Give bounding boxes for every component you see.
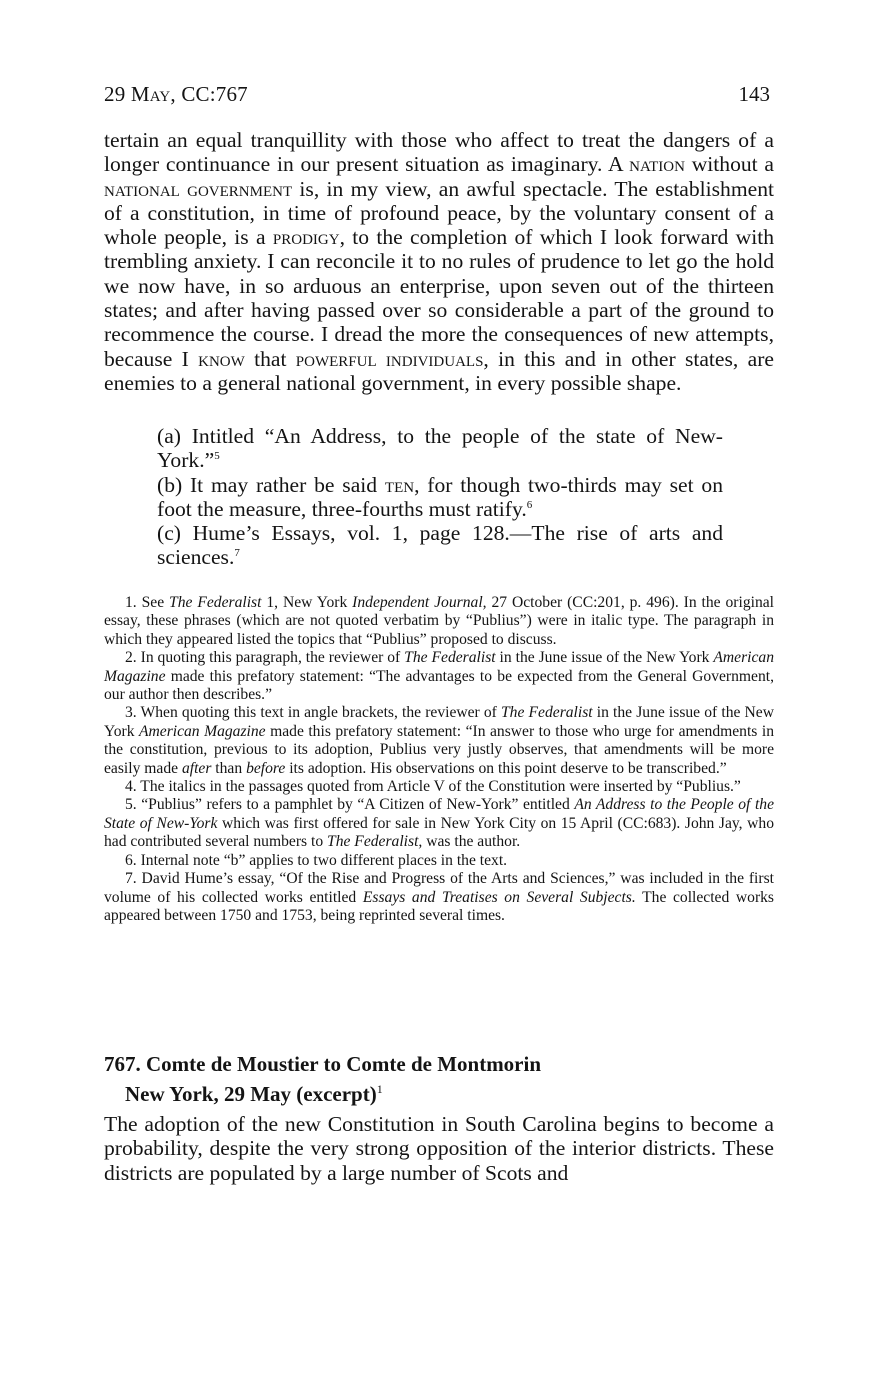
footnote-marker: 5 (214, 450, 220, 463)
letter-paragraph: The adoption of the new Constitution in South Carolina begins to become a probability, despite the very strong opposition of the interior districts. These districts are populated by a large number of Scots and (104, 1112, 774, 1185)
running-head-date: 29 May, CC:767 (104, 82, 248, 106)
page-number: 143 (738, 82, 770, 106)
footnote-marker: 7 (234, 547, 240, 560)
internal-note-c: (c) Hume’s Essays, vol. 1, page 128.—The rise of arts and sciences.$^7$ (157, 521, 723, 570)
footnote-7: 7. David Hume’s essay, “Of the Rise and Progress of the Arts and Sciences,” was included in the first volume of his collected works entitled Essays and Treatises on Several Subjects. The collected works appeared between 1750 and 1753, being reprinted several times. (104, 870, 775, 924)
internal-notes (157, 424, 723, 570)
footnote-marker: 6 (526, 498, 533, 511)
footnote-1: 1. See The Federalist 1, New York Independent Journal, 27 October (CC:201, p. 496). In the original essay, these phrases (which are not quoted verbatim by “Publius”) were in italic type. The paragraph in which they appeared listed the topics that “Publius” proposed to discuss. (104, 594, 774, 648)
footnote-3: 3. When quoting this text in angle brackets, the reviewer of The Federalist in the June issue of the New York American Magazine made this prefatory statement: “In answer to those who urge for amendments in the constitution, previous to its adoption, Publius very justly observes, that amendments will be more easily made after than before its adoption. His observations on this point deserve to be transcribed.” (104, 704, 774, 777)
footnote-6: 6. Internal note “b” applies to two different places in the text. (125, 851, 508, 869)
footnote-5: 5. “Publius” refers to a pamphlet by “A Citizen of New-York” entitled An Address to the People of the State of New-York which was first offered for sale in New York City on 15 April (CC:683). John Jay, who had contributed several numbers to The Federalist, was the author. (104, 796, 774, 851)
small-caps-emphasis: nation (629, 152, 685, 177)
footnote-marker: 1 (376, 1082, 383, 1096)
running-head (104, 82, 770, 112)
footnote-4: 4. The italics in the passages quoted from Article V of the Constitution were inserted by “Publius.” (125, 778, 741, 796)
footnote-2: 2. In quoting this paragraph, the reviewer of The Federalist in the June issue of the New York American Magazine made this prefatory statement: “The advantages to be expected from the General Government, our author then describes.” (104, 649, 774, 704)
document-title: 767. Comte de Moustier to Comte de Montmorin (104, 1052, 542, 1076)
small-caps-emphasis: powerful individuals (295, 346, 484, 371)
internal-note-b: (b) It may rather be said ten, for though two-thirds may set on foot the measure, three-fourths must ratify.$^6$ (157, 472, 724, 521)
small-caps-emphasis: prodigy (272, 225, 340, 250)
essay-paragraph: tertain an equal tranquillity with those who affect to treat the dangers of a longer continuance in our present situation as imaginary. A nation without a national government is, in my view, an awful spectacle. The establishment of a constitution, in time of profound peace, by the voluntary consent of a whole people, is a prodigy, to the completion of which I look forward with trembling anxiety. I can reconcile it to no rules of prudence to let go the hold we now have, in so arduous an enterprise, upon seven out of the thirteen states; and after having passed over so considerable a part of the ground to recommence the course. I dread the more the consequences of new attempts, because I know that powerful individuals, in this and in other states, are enemies to a general national government, in every possible shape. (104, 128, 775, 395)
small-caps-emphasis: national government (104, 176, 293, 201)
small-caps-emphasis: know (198, 346, 245, 371)
document-heading (104, 1052, 774, 1107)
internal-note-a: (a) Intitled “An Address, to the people of the state of New-York.”$^5$ (157, 424, 723, 473)
document-dateline: New York, 29 May (excerpt)$^1$ (125, 1082, 383, 1106)
footnotes (104, 594, 774, 925)
